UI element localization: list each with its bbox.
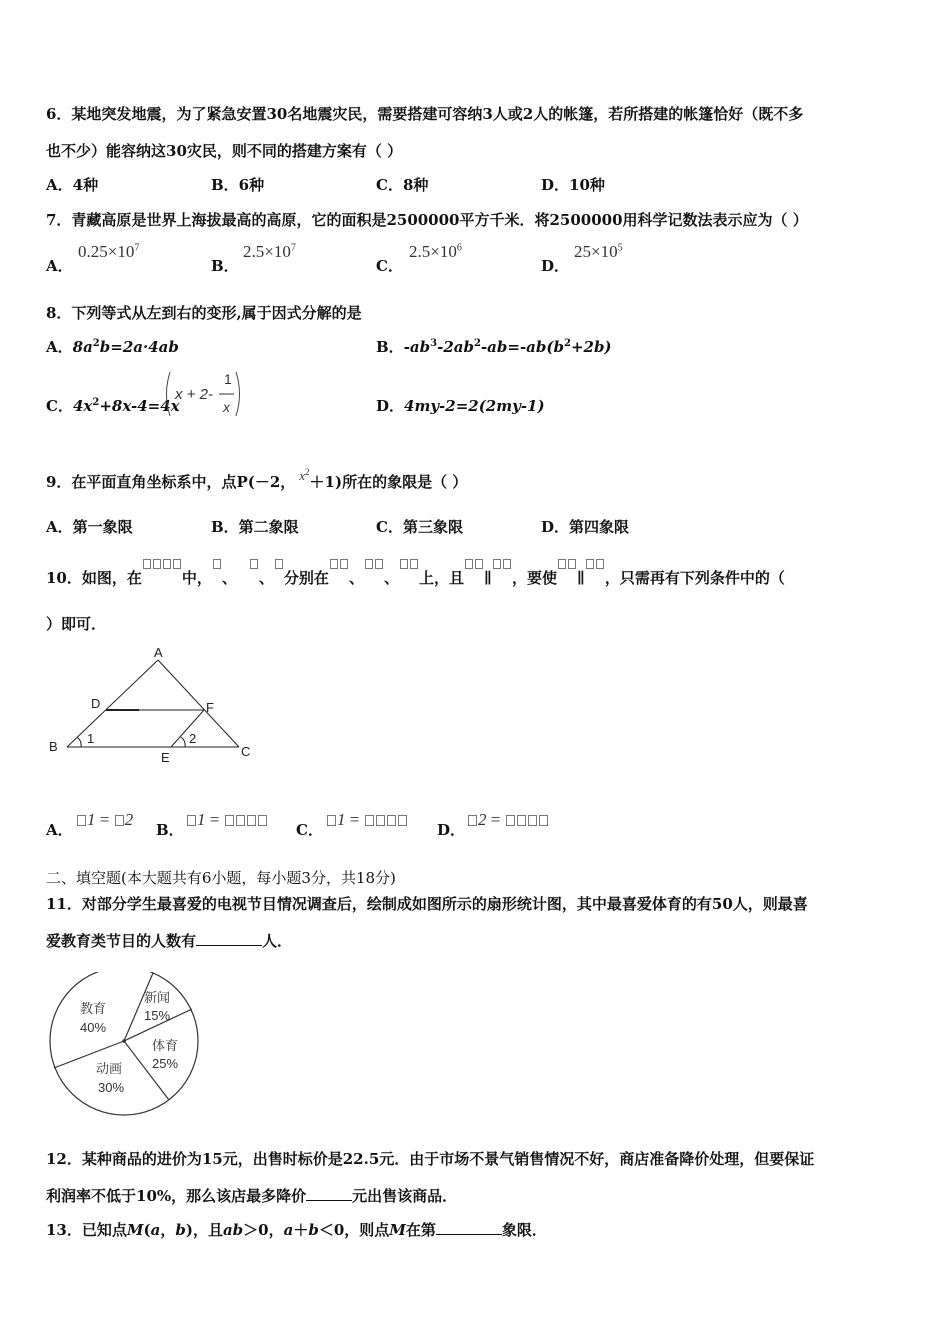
q10-option-c-expr: 1 = — [326, 810, 408, 830]
q8-stem: 8．下列等式从左到右的变形,属于因式分解的是 — [46, 304, 362, 322]
point-c-label: C — [241, 744, 251, 759]
q7-option-c-value: $2.5\times 10^6$ — [409, 242, 462, 261]
point-b-label: B — [49, 739, 58, 754]
q8-c-denominator: x — [223, 399, 230, 415]
q12-line1: 12．某种商品的进价为15元，出售时标价是22.5元．由于市场不景气销售情况不好，商店准备降价处理，但要保证 — [46, 1150, 815, 1168]
q7-option-d-value: $25\times 10^5$ — [574, 242, 623, 261]
q9-stem: 9．在平面直角坐标系中，点P(－2， $x^2+1$)所在的象限是（ ） — [46, 467, 468, 491]
q10-line1: 10．如图，在 中， 、 、 分别在 、 、 上，且 ∥ ，要使 ∥ ，只需再有下列条件中的（ — [46, 564, 785, 588]
q10-option-b-label: B． — [156, 821, 184, 839]
pie-value-news: 15% — [144, 1008, 171, 1023]
q8-c-paren-text: x + 2- — [175, 386, 213, 403]
q8-option-c-text: C．$4x^2+8x-4=4x$ — [46, 397, 180, 415]
q8-option-b: B．$-ab^3-2ab^2-ab=-ab(b^2+2b)$ — [376, 338, 612, 356]
q9-option-d: D．第四象限 — [541, 518, 630, 536]
q11-line1: 11．对部分学生最喜爱的电视节目情况调查后，绘制成如图所示的扇形统计图，其中最喜爱体育的有50人，则最喜 — [46, 895, 808, 913]
q8-option-a: A．$8a^2b=2a\cdot 4ab$ — [46, 338, 179, 356]
q11-pie-chart — [46, 972, 206, 1124]
angle-1-label: 1 — [87, 731, 95, 746]
point-d-label: D — [91, 696, 101, 711]
angle-2-label: 2 — [189, 731, 197, 746]
q10-option-d-label: D． — [437, 821, 466, 839]
q7-option-b-label: B． — [211, 257, 239, 275]
pie-value-sports: 25% — [152, 1056, 179, 1071]
q6-option-d: D．10种 — [541, 176, 605, 194]
pie-value-education: 40% — [80, 1020, 107, 1035]
section-2-heading: 二、填空题(本大题共有6小题，每小题3分，共18分) — [46, 869, 396, 887]
q9-option-c: C．第三象限 — [376, 518, 463, 536]
q7-option-d-label: D． — [541, 257, 570, 275]
segment-ef — [171, 710, 204, 747]
pie-label-animation: 动画 — [96, 1061, 123, 1076]
point-a-label: A — [154, 645, 163, 660]
q6-option-a: A．4种 — [46, 176, 99, 194]
q7-option-c-label: C． — [376, 257, 403, 275]
q8-c-numerator: 1 — [224, 371, 232, 387]
q6-line1: 6．某地突发地震，为了紧急安置30名地震灾民，需要搭建可容纳3人或2人的帐篷，若所搭建的帐篷恰好（既不多 — [46, 105, 804, 123]
q9-option-a: A．第一象限 — [46, 518, 133, 536]
side-ac — [158, 660, 239, 747]
side-ab — [67, 660, 158, 747]
q10-line2: ）即可． — [46, 615, 107, 633]
q10-option-a-label: A． — [46, 821, 73, 839]
q6-option-b: B．6种 — [211, 176, 265, 194]
point-e-label: E — [161, 750, 170, 765]
q9-option-b: B．第二象限 — [211, 518, 299, 536]
q7-stem: 7．青藏高原是世界上海拔最高的高原，它的面积是2500000平方千米．将2500000用科学记数法表示应为（ ） — [46, 211, 808, 229]
q10-option-a-expr: 1 = 2 — [76, 810, 133, 830]
q6-line2: 也不少）能容纳这30灾民，则不同的搭建方案有（ ） — [46, 142, 403, 160]
q7-option-a-value: $0.25\times 10^7$ — [78, 242, 140, 261]
q7-option-a-label: A． — [46, 257, 73, 275]
q10-option-b-expr: 1 = — [186, 810, 268, 830]
q13-line: 13．已知点M(a，b)，且ab＞0，a＋b＜0，则点M在第 象限． — [46, 1221, 547, 1239]
pie-label-education: 教育 — [80, 1001, 107, 1016]
q6-option-c: C．8种 — [376, 176, 429, 194]
pie-value-animation: 30% — [98, 1080, 125, 1095]
q10-option-c-label: C． — [296, 821, 323, 839]
q10-option-d-expr: 2 = — [467, 810, 549, 830]
q10-triangle-figure — [44, 643, 264, 768]
q7-option-b-value: $2.5\times 10^7$ — [243, 242, 296, 261]
q11-line2: 爱教育类节目的人数有 人． — [46, 932, 293, 950]
point-f-label: F — [206, 700, 214, 715]
q8-option-c-fraction — [162, 368, 244, 420]
q12-line2: 利润率不低于10%，那么该店最多降价 元出售该商品． — [46, 1187, 458, 1205]
pie-label-news: 新闻 — [144, 990, 171, 1005]
angle-1-arc — [77, 737, 81, 747]
angle-2-arc — [181, 737, 185, 747]
q8-option-d: D．4my-2=2(2my-1) — [376, 397, 545, 415]
pie-label-sports: 体育 — [152, 1038, 179, 1053]
